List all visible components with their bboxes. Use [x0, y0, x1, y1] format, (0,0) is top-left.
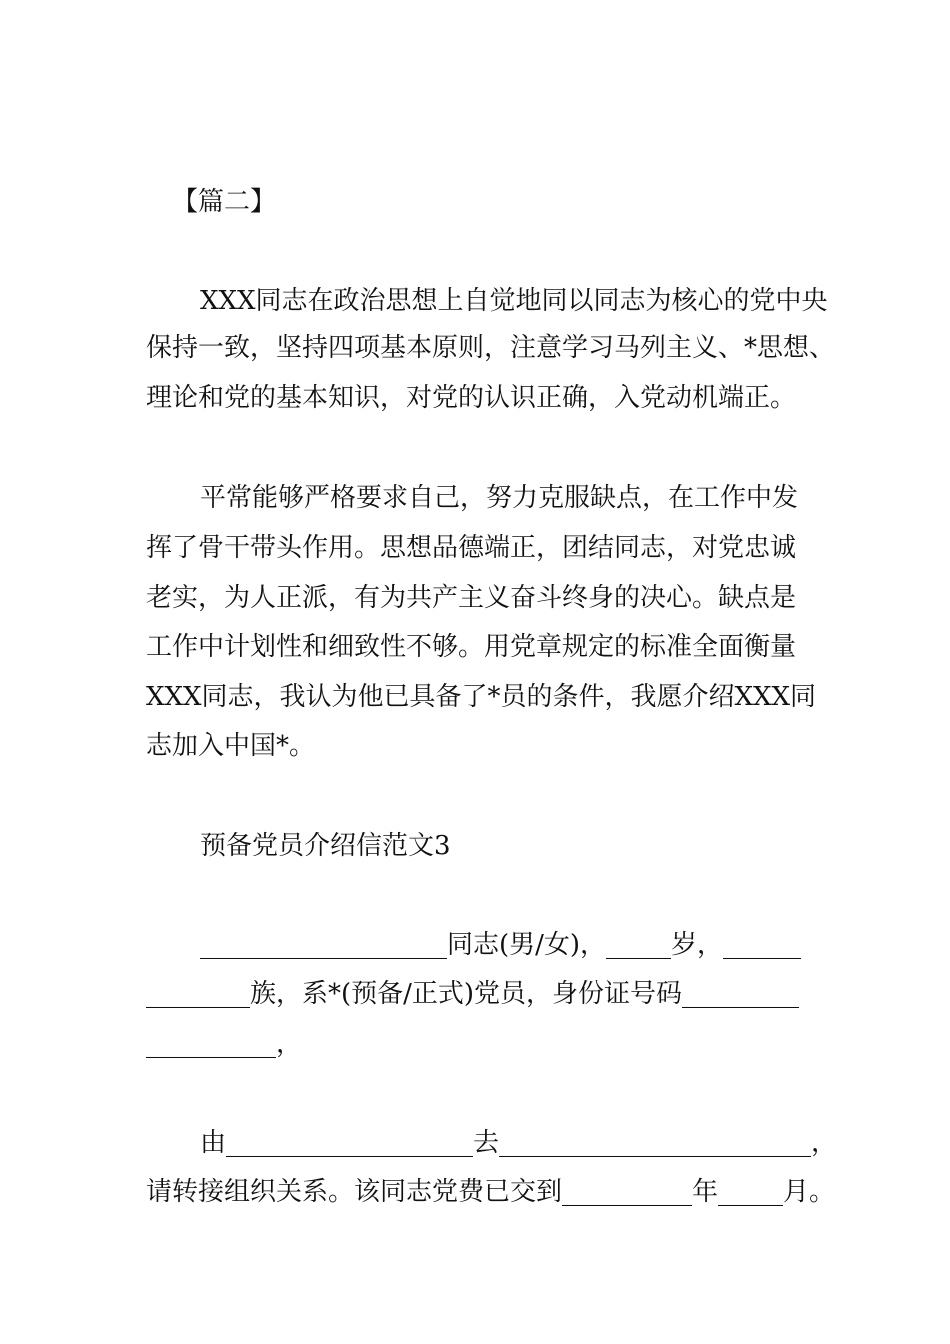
title-sample-3: 预备党员介绍信范文3	[200, 831, 451, 861]
section-heading: 【篇二】	[172, 187, 277, 217]
paragraph2-line-1: 平常能够严格要求自己，努力克服缺点，在工作中发	[200, 483, 799, 513]
transfer-line-2: 请转接组织关系。该同志党费已交到__________年_____月。	[146, 1177, 836, 1207]
form-line-3: __________，	[146, 1029, 303, 1059]
paragraph1-line-1: XXX同志在政治思想上自觉地同以同志为核心的党中央	[200, 286, 828, 316]
form-line-1: ___________________同志(男/女)，_____岁，______	[200, 930, 802, 960]
paragraph2-line-5: XXX同志，我认为他已具备了*员的条件，我愿介绍XXX同	[146, 682, 817, 712]
paragraph2-line-4: 工作中计划性和细致性不够。用党章规定的标准全面衡量	[146, 632, 797, 662]
form-line-2: ________族，系*(预备/正式)党员，身份证号码_________	[146, 979, 800, 1009]
paragraph1-line-2: 保持一致，坚持四项基本原则，注意学习马列主义、*思想、	[146, 333, 836, 363]
paragraph2-line-6: 志加入中国*。	[146, 731, 316, 761]
paragraph1-line-3: 理论和党的基本知识，对党的认识正确，入党动机端正。	[146, 383, 797, 413]
paragraph2-line-2: 挥了骨干带头作用。思想品德端正，团结同志，对党忠诚	[146, 533, 797, 563]
paragraph2-line-3: 老实，为人正派，有为共产主义奋斗终身的决心。缺点是	[146, 583, 797, 613]
transfer-line-1: 由___________________去________________________，	[200, 1128, 837, 1158]
